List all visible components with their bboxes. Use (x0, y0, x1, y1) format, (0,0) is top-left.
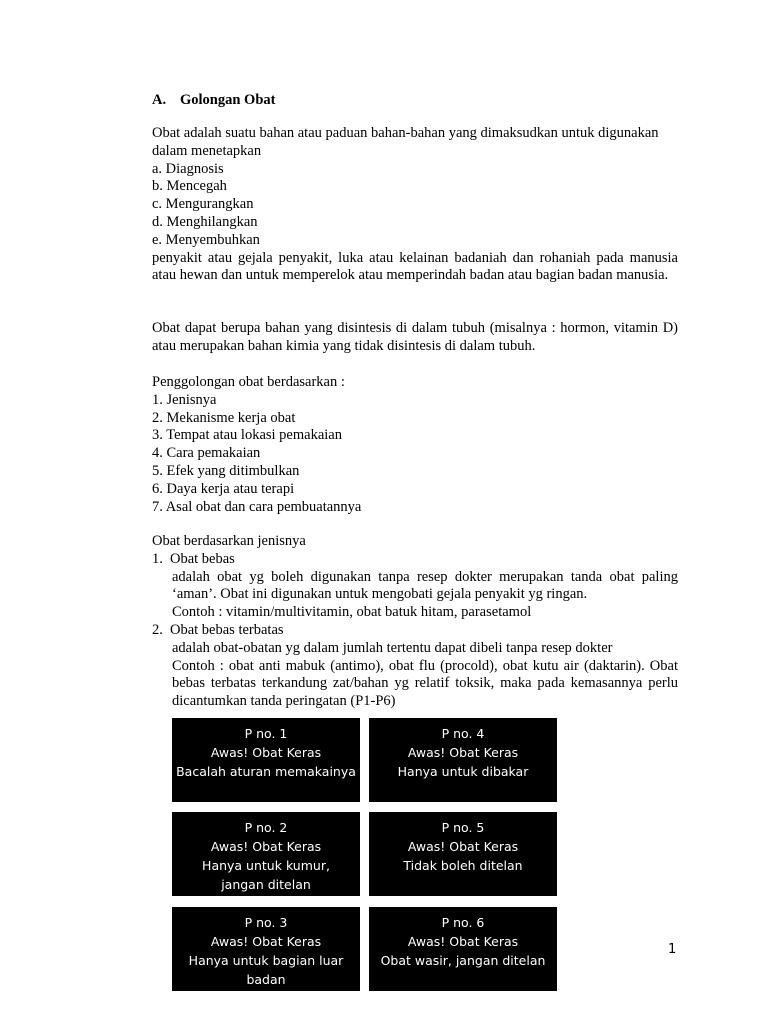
section-title: Golongan Obat (180, 92, 276, 108)
type-1-title: Obat bebas (170, 550, 235, 567)
classification-item: 4. Cara pemakaian (152, 445, 261, 462)
warning-head: Awas! Obat Keras (210, 745, 322, 760)
warning-label-p5 (369, 812, 557, 896)
intro-block (152, 125, 678, 285)
page-number: 1 (668, 942, 677, 957)
classification-lead: Penggolongan obat berdasarkan : (152, 374, 345, 390)
classification-item: 2. Mekanisme kerja obat (152, 409, 296, 426)
warning-label-p1 (172, 718, 360, 802)
warning-head: Awas! Obat Keras (210, 934, 322, 949)
type-2-title: Obat bebas terbatas (170, 621, 284, 638)
warning-text: Hanya untuk dibakar (397, 764, 529, 779)
type-2-title-row (152, 622, 678, 640)
intro-item: d. Menghilangkan (152, 213, 258, 230)
warning-text: Obat wasir, jangan ditelan (380, 953, 546, 968)
warning-code: P no. 2 (244, 820, 288, 835)
classification-item: 7. Asal obat dan cara pembuatannya (152, 498, 362, 515)
type-1-description: adalah obat yg boleh digunakan tanpa resep dokter merupakan tanda obat paling ‘aman’. Obat ini digunakan untuk mengobati gejala penyakit yg ringan. (172, 568, 678, 603)
paragraph-2-text: Obat dapat berupa bahan yang disintesis di dalam tubuh (misalnya : hormon, vitamin D) atau merupakan bahan kimia yang tidak disintesis di dalam tubuh. (152, 320, 678, 354)
warning-head: Awas! Obat Keras (407, 934, 519, 949)
intro-line-1: Obat adalah suatu bahan atau paduan bahan-bahan yang dimaksudkan untuk digunakan (152, 125, 659, 141)
type-2-example: Contoh : obat anti mabuk (antimo), obat flu (procold), obat kutu air (daktarin). Obat bebas terbatas terkandung zat/bahan yg relatif toksik, maka pada kemasannya perlu dicantumkan tanda peringatan (P1-P6) (172, 657, 678, 710)
type-1-number: 1. (152, 550, 163, 567)
classification-block (152, 374, 678, 516)
type-2-description: adalah obat-obatan yg dalam jumlah tertentu dapat dibeli tanpa resep dokter (172, 639, 613, 656)
warning-label-p6 (369, 907, 557, 991)
warning-code: P no. 1 (244, 726, 288, 741)
warning-label-p2 (172, 812, 360, 896)
types-lead: Obat berdasarkan jenisnya (152, 533, 306, 549)
warning-code: P no. 4 (441, 726, 485, 741)
classification-item: 3. Tempat atau lokasi pemakaian (152, 427, 342, 444)
intro-item: c. Mengurangkan (152, 196, 254, 213)
warning-label-p3 (172, 907, 360, 991)
type-1-title-row (152, 551, 678, 569)
warning-text: Tidak boleh ditelan (403, 858, 523, 873)
classification-item: 5. Efek yang ditimbulkan (152, 462, 300, 479)
intro-item: e. Menyembuhkan (152, 231, 260, 248)
warning-head: Awas! Obat Keras (210, 839, 322, 854)
warning-label-p4 (369, 718, 557, 802)
warning-head: Awas! Obat Keras (407, 839, 519, 854)
classification-item: 1. Jenisnya (152, 391, 217, 408)
warning-code: P no. 5 (441, 820, 485, 835)
type-1-example: Contoh : vitamin/multivitamin, obat batuk hitam, parasetamol (172, 604, 532, 621)
section-heading (152, 92, 275, 109)
intro-item: a. Diagnosis (152, 160, 224, 177)
warning-text: Hanya untuk kumur, jangan ditelan (202, 858, 330, 892)
section-number: A. (152, 92, 167, 108)
classification-item: 6. Daya kerja atau terapi (152, 480, 295, 497)
warning-code: P no. 3 (244, 915, 288, 930)
types-block (152, 533, 678, 711)
type-2-number: 2. (152, 621, 163, 638)
warning-code: P no. 6 (441, 915, 485, 930)
warning-text: Bacalah aturan memakainya (176, 764, 356, 779)
paragraph-2 (152, 320, 678, 356)
warning-head: Awas! Obat Keras (407, 745, 519, 760)
intro-continuation: penyakit atau gejala penyakit, luka atau kelainan badaniah dan rohaniah pada manusia atau hewan dan untuk memperelok atau memperindah badan atau bagian badan manusia. (152, 249, 678, 284)
intro-item: b. Mencegah (152, 178, 227, 195)
warning-text: Hanya untuk bagian luar badan (188, 953, 344, 987)
intro-line-2: dalam menetapkan (152, 142, 262, 159)
